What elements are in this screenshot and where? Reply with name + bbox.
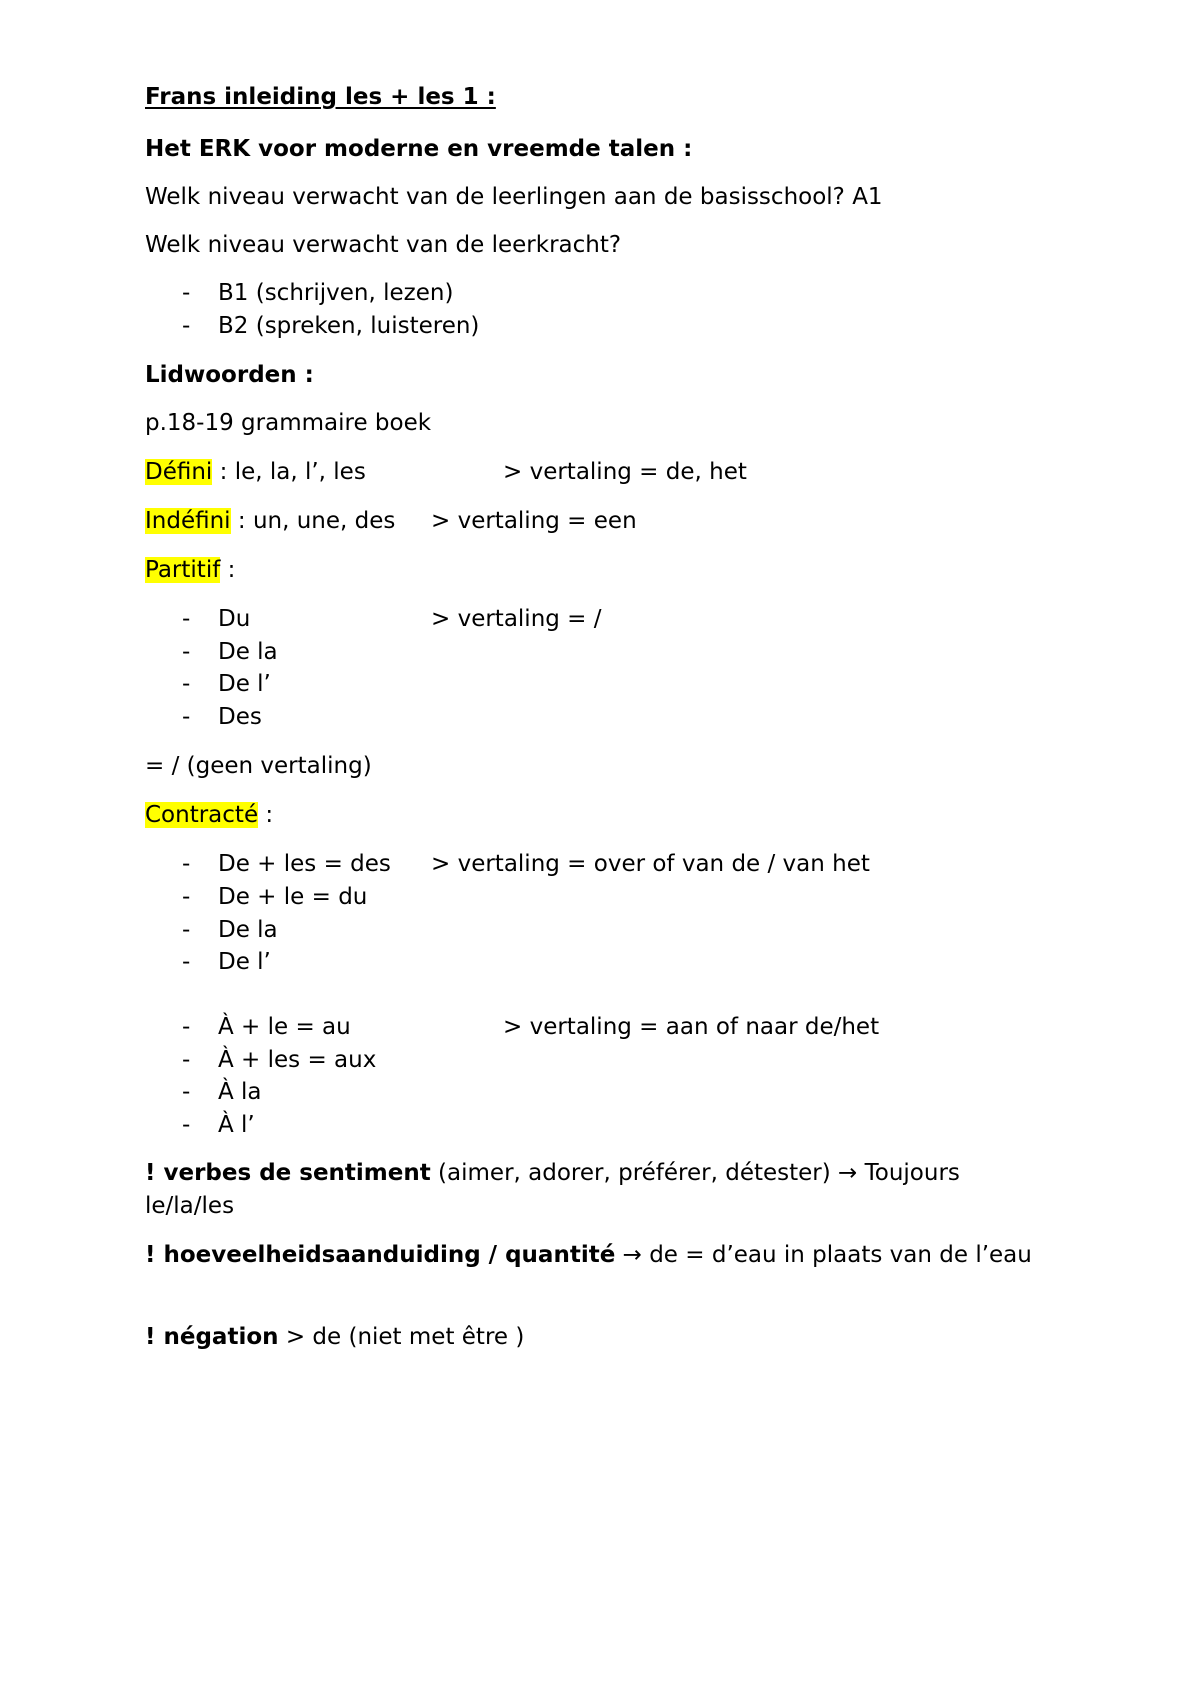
note-negation xyxy=(145,1321,1045,1354)
partitif-note: = / (geen vertaling) xyxy=(145,753,372,779)
note-quantite-label: ! hoeveelheidsaanduiding / quantité xyxy=(145,1242,616,1268)
bullet: - xyxy=(182,949,191,975)
bullet: - xyxy=(182,851,191,877)
list-item-contracte: De + les = des xyxy=(218,851,391,877)
indefini-articles: : un, une, des xyxy=(230,508,396,534)
indefini-translation: > vertaling = een xyxy=(431,508,637,534)
partitif-term: Partitif xyxy=(145,557,221,583)
list-item-contracte: À l’ xyxy=(218,1112,255,1138)
bullet: - xyxy=(182,671,191,697)
list-item-partitif: De l’ xyxy=(218,671,271,697)
partitif-translation: > vertaling = / xyxy=(431,606,602,632)
defini-translation: > vertaling = de, het xyxy=(503,459,747,485)
list-item-contracte: À la xyxy=(218,1079,262,1105)
document-title: Frans inleiding les + les 1 : xyxy=(145,84,496,110)
note-negation-text: > de (niet met être ) xyxy=(278,1324,525,1350)
list-item-contracte: De l’ xyxy=(218,949,271,975)
note-negation-label: ! négation xyxy=(145,1324,279,1350)
bullet: - xyxy=(182,884,191,910)
list-item-level-b1: B1 (schrijven, lezen) xyxy=(218,280,454,306)
defini-term: Défini xyxy=(145,459,213,485)
list-item-partitif: Des xyxy=(218,704,262,730)
bullet: - xyxy=(182,1047,191,1073)
bullet: - xyxy=(182,1112,191,1138)
list-item-partitif: Du xyxy=(218,606,251,632)
note-quantite-text: → de = d’eau in plaats van de l’eau xyxy=(615,1242,1032,1268)
bullet: - xyxy=(182,1079,191,1105)
bullet: - xyxy=(182,606,191,632)
list-item-contracte: De + le = du xyxy=(218,884,368,910)
bullet: - xyxy=(182,313,191,339)
note-sentiment-text: (aimer, adorer, préférer, détester) → Toujours le/la/les xyxy=(145,1160,960,1219)
contracte-term: Contracté xyxy=(145,802,259,828)
question-teacher-level: Welk niveau verwacht van de leerkracht? xyxy=(145,232,622,258)
bullet: - xyxy=(182,639,191,665)
contracte-de-translation: > vertaling = over of van de / van het xyxy=(431,851,870,877)
question-pupils-level: Welk niveau verwacht van de leerlingen aan de basisschool? A1 xyxy=(145,184,883,210)
defini-articles: : le, la, l’, les xyxy=(212,459,366,485)
list-item-contracte: À + les = aux xyxy=(218,1047,377,1073)
note-quantite xyxy=(145,1239,1045,1272)
book-reference: p.18-19 grammaire boek xyxy=(145,410,432,436)
list-item-partitif: De la xyxy=(218,639,278,665)
bullet: - xyxy=(182,280,191,306)
note-sentiment-label: ! verbes de sentiment xyxy=(145,1160,431,1186)
contracte-colon: : xyxy=(258,802,274,828)
note-sentiment xyxy=(145,1157,1045,1223)
list-item-level-b2: B2 (spreken, luisteren) xyxy=(218,313,480,339)
partitif-colon: : xyxy=(220,557,236,583)
bullet: - xyxy=(182,917,191,943)
defini-row xyxy=(145,457,366,487)
erk-heading: Het ERK voor moderne en vreemde talen : xyxy=(145,136,693,162)
list-item-contracte: À + le = au xyxy=(218,1014,351,1040)
indefini-term: Indéfini xyxy=(145,508,231,534)
list-item-contracte: De la xyxy=(218,917,278,943)
bullet: - xyxy=(182,1014,191,1040)
bullet: - xyxy=(182,704,191,730)
partitif-row xyxy=(145,555,235,585)
indefini-row xyxy=(145,506,395,536)
contracte-a-translation: > vertaling = aan of naar de/het xyxy=(503,1014,880,1040)
lidwoorden-heading: Lidwoorden : xyxy=(145,362,314,388)
contracte-row xyxy=(145,800,273,830)
